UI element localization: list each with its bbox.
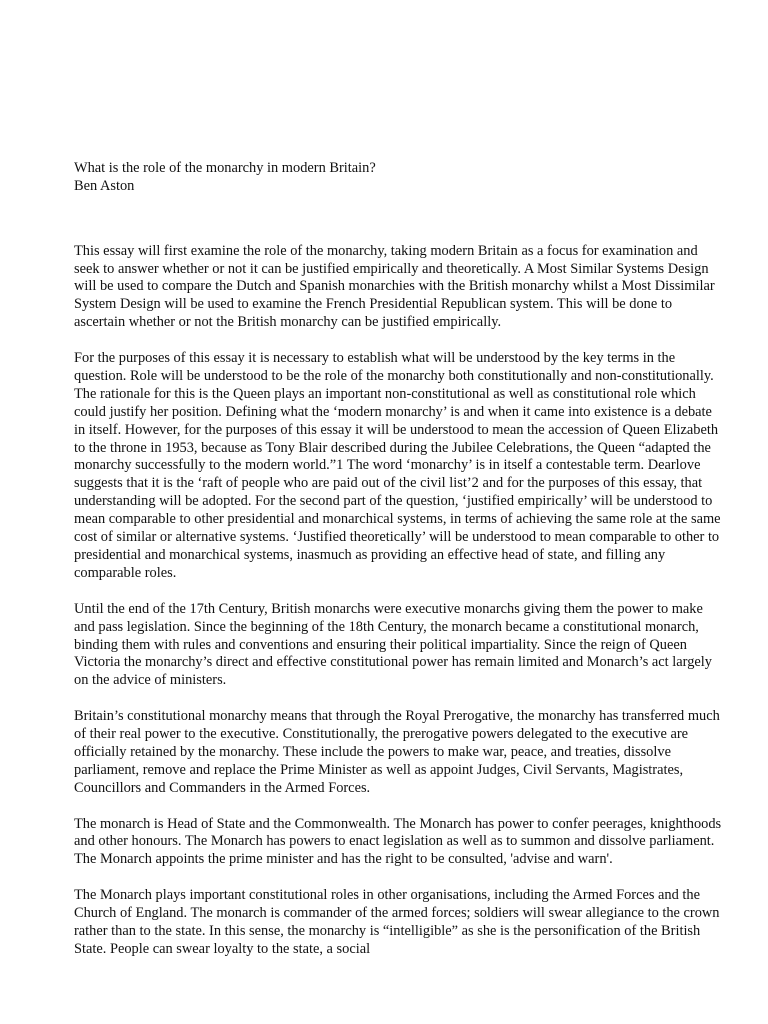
paragraph-organisations: The Monarch plays important constitutional roles in other organisations, including the Armed Forces and the Church of England. The monarch is commander of the armed forces; soldiers will swear allegiance to the crown rather than to the state. In this sense, the monarchy is “intelligible” as she is the personification of the British State. People can swear loyalty to the state, a social [74, 887, 720, 957]
paragraph-intro: This essay will first examine the role of the monarchy, taking modern Britain as a focus for examination and seek to answer whether or not it can be justified empirically and theoretically. A Most Similar Systems Design will be used to compare the Dutch and Spanish monarchies with the British monarchy whilst a Most Dissimilar System Design will be used to examine the French Presidential Republican system. This will be done to ascertain whether or not the British monarchy can be justified empirically. [74, 242, 715, 331]
document-body [74, 243, 724, 959]
document-author: Ben Aston [74, 177, 135, 194]
paragraph-head-of-state: The monarch is Head of State and the Commonwealth. The Monarch has power to confer peerages, knighthoods and other honours. The Monarch has powers to enact legislation as well as to summon and dissolve parliament. The Monarch appoints the prime minister and has the right to be consulted, 'advise and warn'. [74, 815, 722, 868]
title-block [74, 160, 724, 196]
document-title: What is the role of the monarchy in modern Britain? [74, 160, 376, 176]
paragraph-prerogative: Britain’s constitutional monarchy means that through the Royal Prerogative, the monarchy has transferred much of their real power to the executive. Constitutionally, the prerogative powers delegated to the executive are officially retained by the monarchy. These include the powers to make war, peace, and treaties, dissolve parliament, remove and replace the Prime Minister as well as appoint Judges, Civil Servants, Magistrates, Councillors and Commanders in the Armed Forces. [74, 708, 720, 796]
paragraph-definitions: For the purposes of this essay it is necessary to establish what will be understood by the key terms in the question. Role will be understood to be the role of the monarchy both constitutionally and non-constitutionally. The rationale for this is the Queen plays an important non-constitutional as well as constitutional role which could justify her position. Defining what the ‘modern monarchy’ is and when it came into existence is a debate in itself. However, for the purposes of this essay it will be understood to mean the accession of Queen Elizabeth to the throne in 1953, because as Tony Blair described during the Jubilee Celebrations, the Queen “adapted the monarchy successfully to the modern world.”1 The word ‘monarchy’ is in itself a contestable term. Dearlove suggests that it is the ‘raft of people who are paid out of the civil list’2 and for the purposes of this essay, that understanding will be adopted. For the second part of the question, ‘justified empirically’ will be understood to mean comparable to other presidential and monarchical systems, in terms of achieving the same role at the same cost of similar or alternative systems. ‘Justified theoretically’ will be understood to mean comparable to other to presidential and monarchical systems, inasmuch as providing an effective head of state, and filling any comparable roles. [74, 350, 721, 581]
paragraph-history: Until the end of the 17th Century, British monarchs were executive monarchs giving them the power to make and pass legislation. Since the beginning of the 18th Century, the monarch became a constitutional monarch, binding them with rules and conventions and ensuring their political impartiality. Since the reign of Queen Victoria the monarchy’s direct and effective constitutional power has remain limited and Monarch’s act largely on the advice of ministers. [74, 600, 712, 689]
